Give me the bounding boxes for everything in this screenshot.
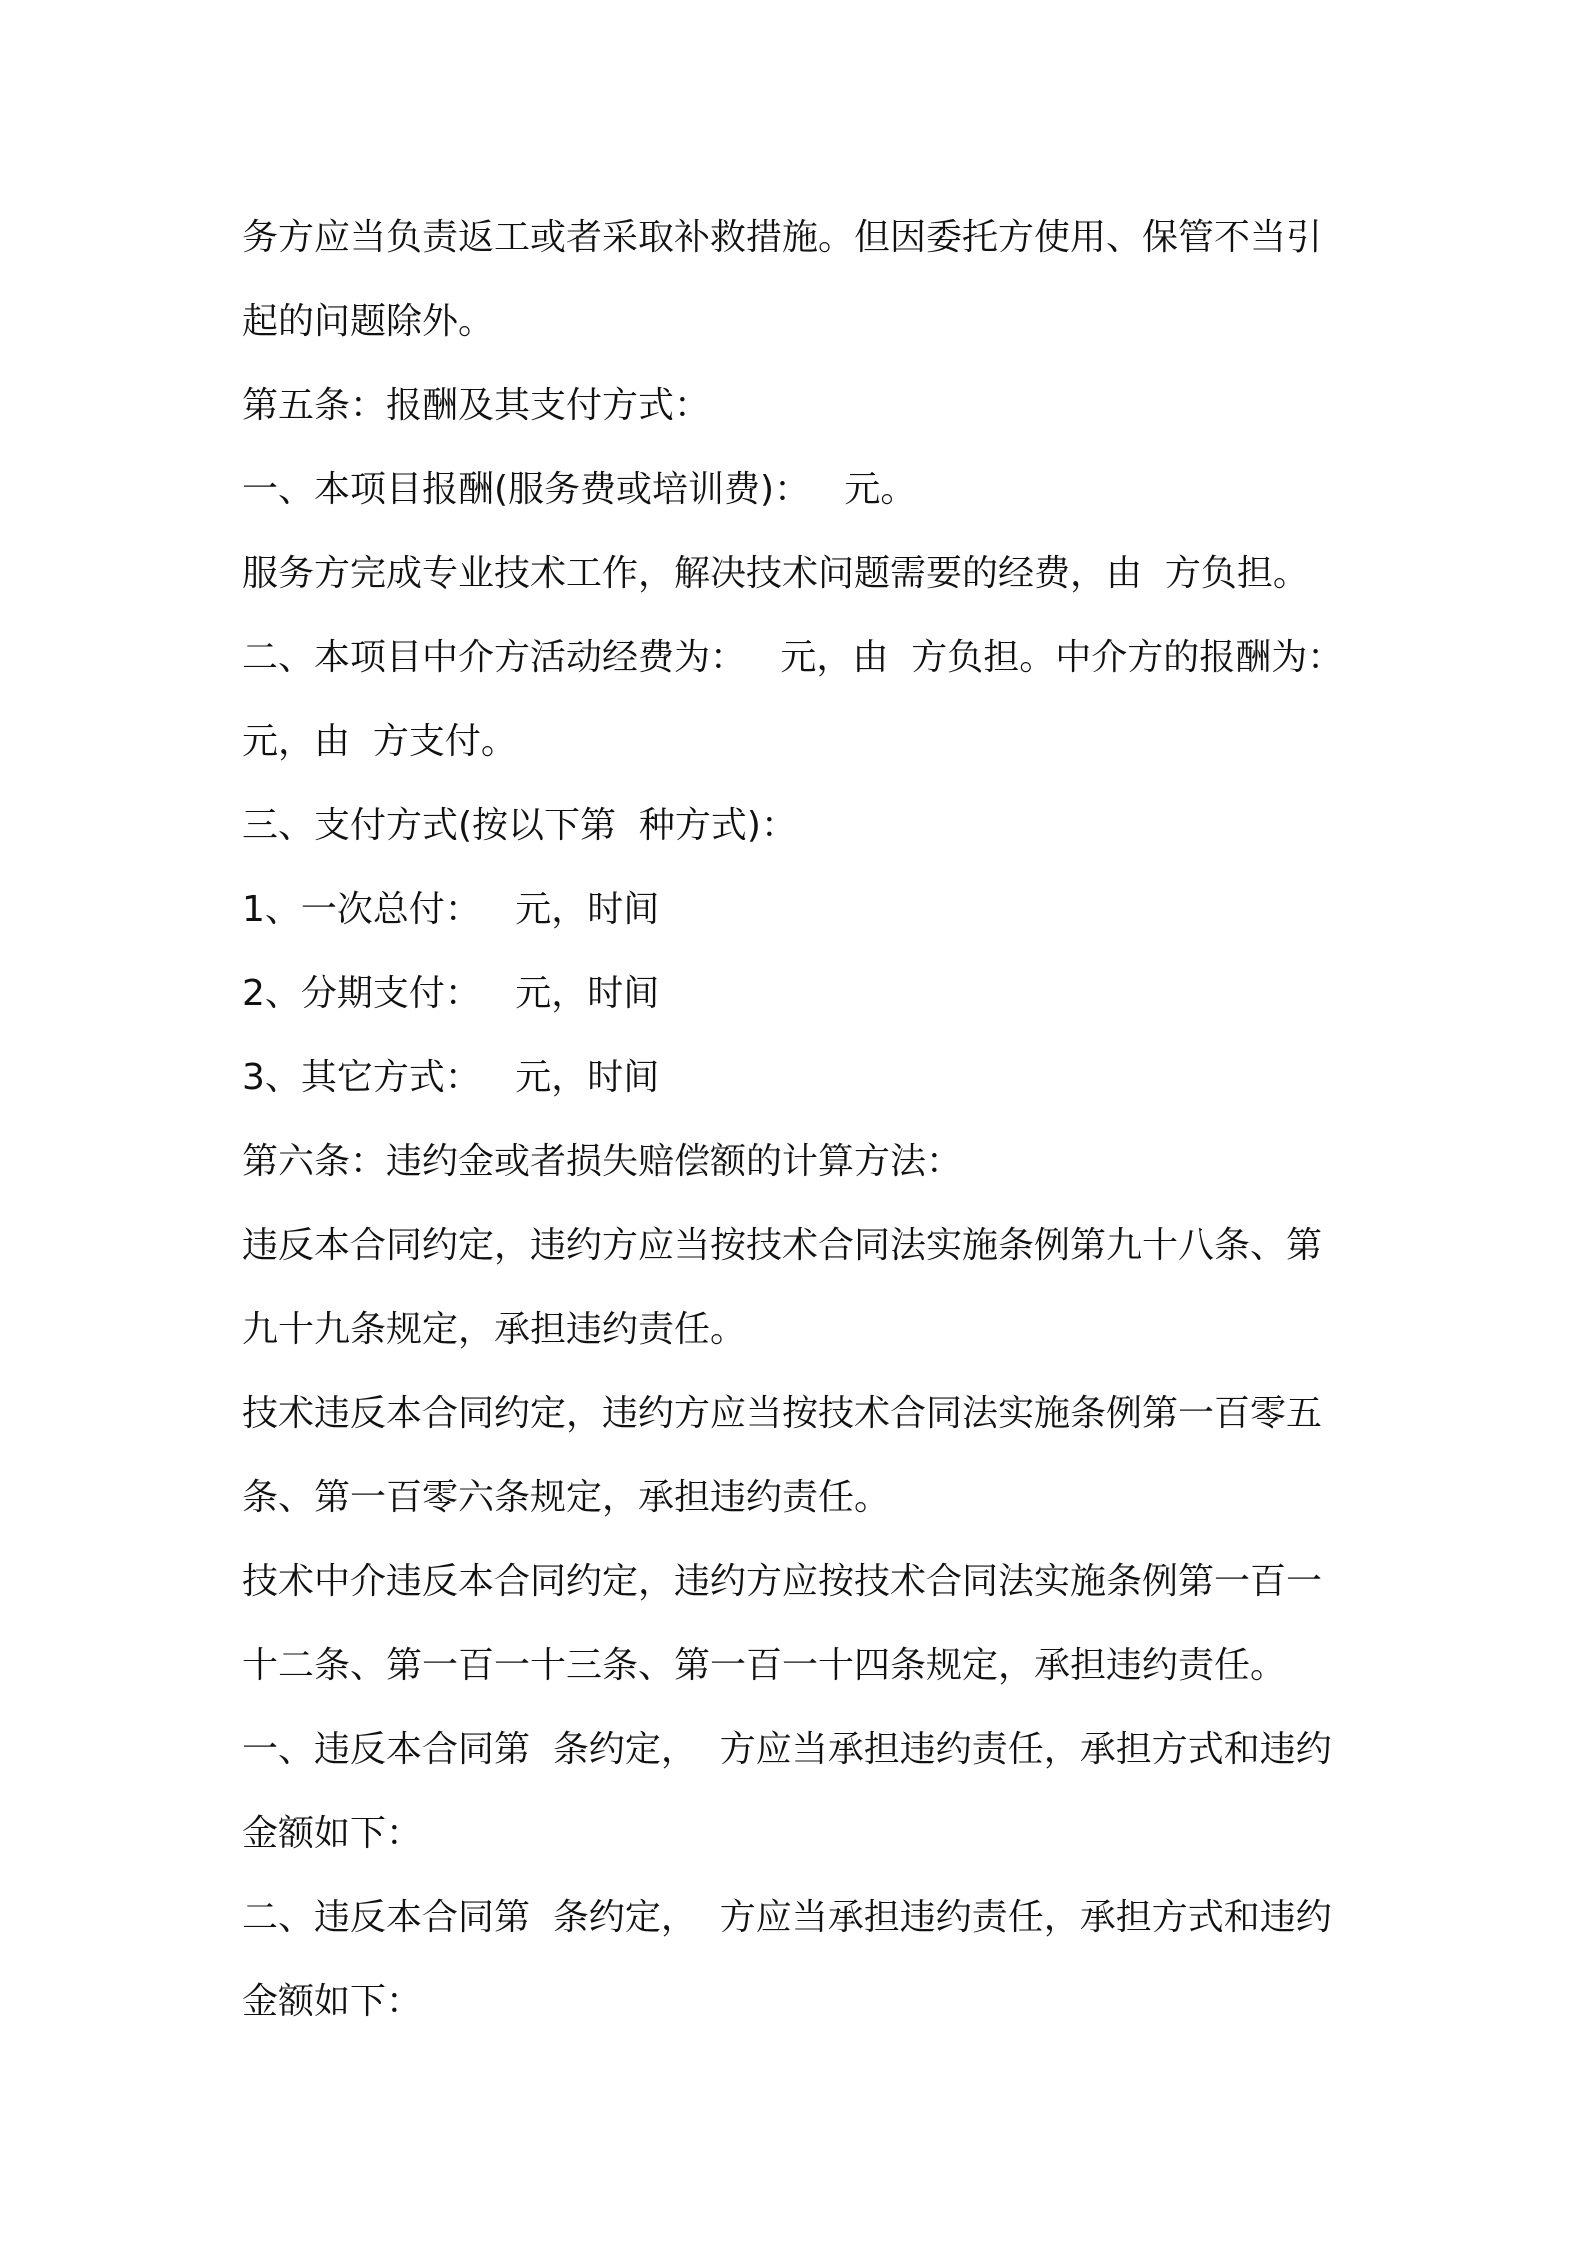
- list-item: 1、一次总付： 元，时间: [242, 889, 660, 930]
- text-line: 金额如下：: [242, 1981, 423, 2022]
- text-line: 服务方完成专业技术工作，解决技术问题需要的经费，由 方负担。: [242, 553, 1309, 594]
- list-item: 3、其它方式： 元，时间: [242, 1057, 660, 1098]
- text-line: 三、支付方式(按以下第 种方式)：: [242, 805, 797, 846]
- document-body: [242, 196, 1352, 2044]
- text-line: 起的问题除外。: [242, 301, 495, 342]
- text-line: 九十九条规定，承担违约责任。: [242, 1309, 747, 1350]
- text-line: 技术违反本合同约定，违约方应当按技术合同法实施条例第一百零五: [242, 1393, 1323, 1434]
- text-line: 一、违反本合同第 条约定， 方应当承担违约责任，承担方式和违约: [242, 1729, 1332, 1770]
- text-line: 二、本项目中介方活动经费为： 元，由 方负担。中介方的报酬为：: [242, 637, 1344, 678]
- text-line: 十二条、第一百一十三条、第一百一十四条规定，承担违约责任。: [242, 1645, 1287, 1686]
- text-line: 元，由 方支付。: [242, 721, 517, 762]
- text-line: 违反本合同约定，违约方应当按技术合同法实施条例第九十八条、第: [242, 1225, 1323, 1266]
- list-item: 2、分期支付： 元，时间: [242, 973, 660, 1014]
- text-line: 技术中介违反本合同约定，违约方应按技术合同法实施条例第一百一: [242, 1561, 1323, 1602]
- section-heading: 第六条：违约金或者损失赔偿额的计算方法：: [242, 1141, 963, 1182]
- text-line: 条、第一百零六条规定，承担违约责任。: [242, 1477, 891, 1518]
- text-line: 金额如下：: [242, 1813, 423, 1854]
- text-line: 二、违反本合同第 条约定， 方应当承担违约责任，承担方式和违约: [242, 1897, 1332, 1938]
- text-line: 一、本项目报酬(服务费或培训费)： 元。: [242, 469, 917, 510]
- text-line: 务方应当负责返工或者采取补救措施。但因委托方使用、保管不当引: [242, 217, 1323, 258]
- section-heading: 第五条：报酬及其支付方式：: [242, 385, 711, 426]
